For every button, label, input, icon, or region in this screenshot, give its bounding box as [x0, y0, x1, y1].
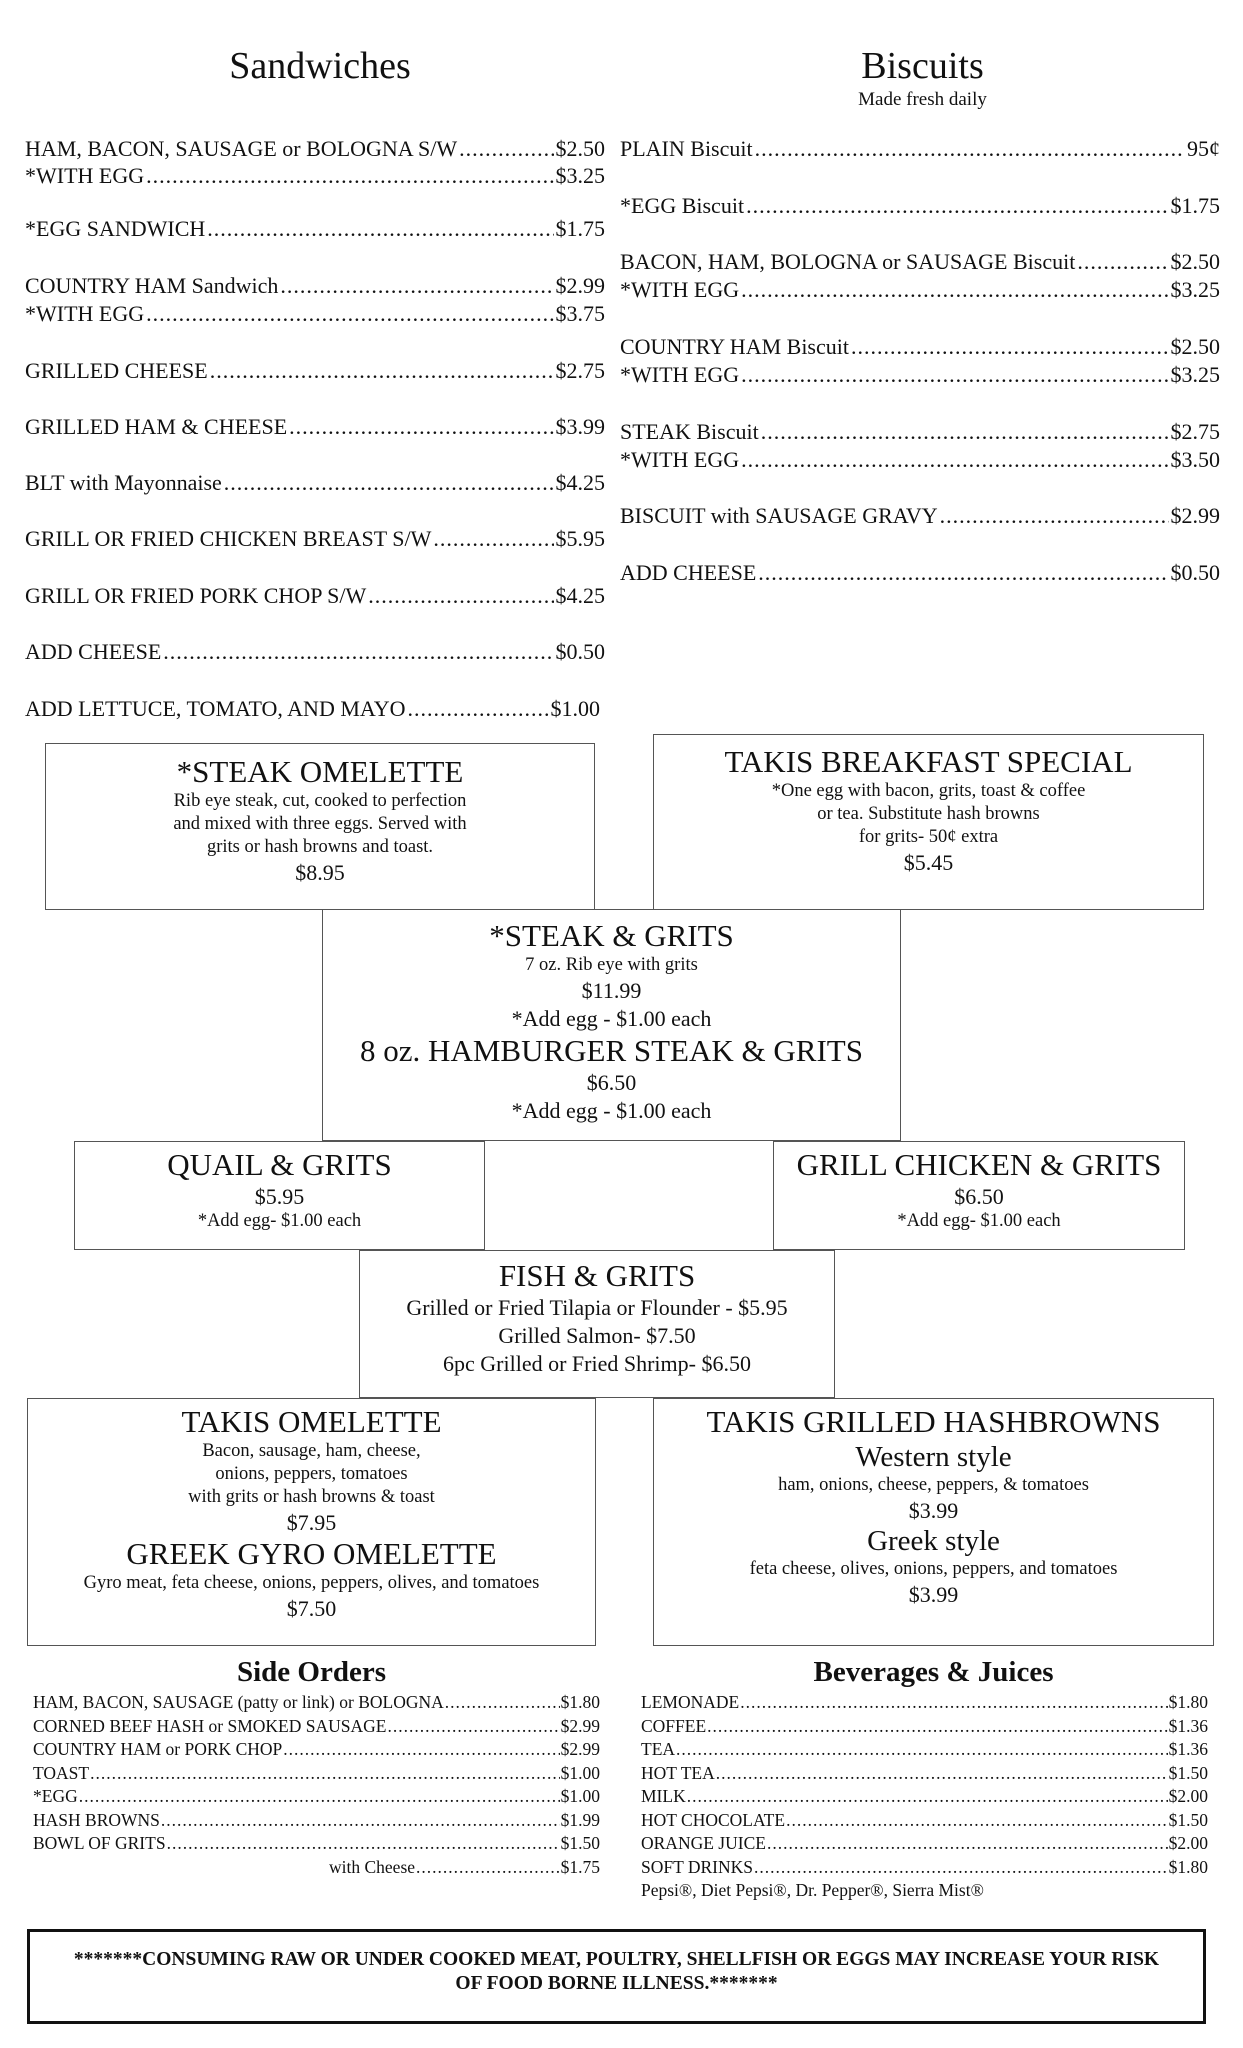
list-item: *WITH EGG ..... $3.25	[25, 163, 605, 189]
sandwiches-title: Sandwiches	[229, 45, 411, 87]
quail-grits-title: QUAIL & GRITS	[167, 1147, 392, 1182]
list-item: BLT with Mayonnaise ..... $4.25	[25, 470, 605, 496]
list-item: CORNED BEEF HASH or SMOKED SAUSAGE ..... $2.99	[33, 1715, 600, 1739]
list-item: BISCUIT with SAUSAGE GRAVY ..... $2.99	[620, 503, 1220, 529]
list-item: ADD CHEESE ..... $0.50	[620, 560, 1220, 586]
list-item: GRILLED CHEESE ..... $2.75	[25, 358, 605, 384]
takis-omelette-price: $7.95	[286, 1510, 337, 1535]
quail-grits-price: $5.95	[254, 1184, 305, 1209]
fish-grits-title: FISH & GRITS	[498, 1258, 696, 1293]
list-item: *EGG ..... $1.00	[33, 1785, 600, 1809]
list-item: TOAST ..... $1.00	[33, 1762, 600, 1786]
list-item: *WITH EGG ..... $3.25	[620, 362, 1220, 388]
list-item: ORANGE JUICE ..... $2.00	[641, 1832, 1208, 1856]
list-item: GRILLED HAM & CHEESE ..... $3.99	[25, 414, 605, 440]
list-item: ADD CHEESE ..... $0.50	[25, 639, 605, 665]
western-price: $3.99	[908, 1498, 959, 1523]
list-item: HASH BROWNS ..... $1.99	[33, 1809, 600, 1833]
breakfast-special-title: TAKIS BREAKFAST SPECIAL	[724, 744, 1133, 779]
list-item: *EGG SANDWICH ..... $1.75	[25, 216, 605, 242]
list-item: MILK ..... $2.00	[641, 1785, 1208, 1809]
chicken-grits-price: $6.50	[954, 1184, 1004, 1209]
hashbrowns-box: TAKIS GRILLED HASHBROWNS Western style ham, onions, cheese, peppers, & tomatoes $3.99 Greek style feta cheese, olives, onions, peppers, and tomatoes $3.99	[653, 1398, 1214, 1646]
list-item: GRILL OR FRIED CHICKEN BREAST S/W ..... $5.95	[25, 526, 605, 552]
chicken-grits-title: GRILL CHICKEN & GRITS	[796, 1147, 1162, 1182]
steak-omelette-title: *STEAK OMELETTE	[176, 754, 464, 789]
list-item: LEMONADE ..... $1.80	[641, 1691, 1208, 1715]
list-item: HAM, BACON, SAUSAGE (patty or link) or BOLOGNA ..... $1.80	[33, 1691, 600, 1715]
steak-grits-price: $11.99	[581, 978, 642, 1003]
fish-grits-box: FISH & GRITS Grilled or Fried Tilapia or Flounder - $5.95 Grilled Salmon- $7.50 6pc Grilled or Fried Shrimp- $6.50	[359, 1250, 835, 1398]
list-item: STEAK Biscuit ..... $2.75	[620, 419, 1220, 445]
list-item: with Cheese ..... $1.75	[329, 1856, 600, 1880]
list-item: TEA ..... $1.36	[641, 1738, 1208, 1762]
soft-drinks-note: Pepsi®, Diet Pepsi®, Dr. Pepper®, Sierra Mist®	[641, 1880, 984, 1900]
food-safety-warning: *******CONSUMING RAW OR UNDER COOKED MEAT, POULTRY, SHELLFISH OR EGGS MAY INCREASE YOUR RISK OF FOOD BORNE ILLNESS.*******	[27, 1929, 1206, 2024]
breakfast-special-box: TAKIS BREAKFAST SPECIAL *One egg with bacon, grits, toast & coffee or tea. Substitute hash browns for grits- 50¢ extra $5.45	[653, 734, 1204, 910]
list-item: *EGG Biscuit ..... $1.75	[620, 193, 1220, 219]
takis-omelette-title: TAKIS OMELETTE	[181, 1404, 442, 1439]
biscuits-title: Biscuits	[861, 45, 984, 87]
breakfast-special-price: $5.45	[903, 850, 954, 875]
list-item: PLAIN Biscuit ..... 95¢	[620, 136, 1220, 162]
gyro-omelette-price: $7.50	[286, 1596, 337, 1621]
steak-grits-title: *STEAK & GRITS	[489, 918, 734, 953]
list-item: HAM, BACON, SAUSAGE or BOLOGNA S/W ..... $2.50	[25, 136, 605, 162]
list-item: COUNTRY HAM Biscuit ..... $2.50	[620, 334, 1220, 360]
list-item: COUNTRY HAM Sandwich ..... $2.99	[25, 273, 605, 299]
steak-omelette-price: $8.95	[295, 860, 345, 885]
takis-omelette-box: TAKIS OMELETTE Bacon, sausage, ham, cheese, onions, peppers, tomatoes with grits or hash browns & toast $7.95 GREEK GYRO OMELETTE Gyro meat, feta cheese, onions, peppers, olives, and tomatoes $7.50	[27, 1398, 596, 1646]
biscuits-subtitle: Made fresh daily	[858, 89, 987, 110]
quail-grits-box: QUAIL & GRITS $5.95 *Add egg- $1.00 each	[74, 1141, 485, 1250]
steak-grits-box: *STEAK & GRITS 7 oz. Rib eye with grits $11.99 *Add egg - $1.00 each 8 oz. HAMBURGER STEAK & GRITS $6.50 *Add egg - $1.00 each	[322, 909, 901, 1141]
beverages-title: Beverages & Juices	[813, 1656, 1054, 1688]
list-item: BOWL OF GRITS ..... $1.50	[33, 1832, 600, 1856]
side-orders-title: Side Orders	[236, 1656, 387, 1688]
list-item: BACON, HAM, BOLOGNA or SAUSAGE Biscuit ..... $2.50	[620, 249, 1220, 275]
hamburger-steak-title: 8 oz. HAMBURGER STEAK & GRITS	[360, 1033, 863, 1068]
list-item: COUNTRY HAM or PORK CHOP ..... $2.99	[33, 1738, 600, 1762]
greek-price: $3.99	[908, 1582, 959, 1607]
list-item: ADD LETTUCE, TOMATO, AND MAYO ..... $1.00	[25, 696, 600, 722]
list-item: COFFEE ..... $1.36	[641, 1715, 1208, 1739]
list-item: *WITH EGG ..... $3.25	[620, 277, 1220, 303]
list-item: *WITH EGG ..... $3.50	[620, 447, 1220, 473]
hamburger-steak-price: $6.50	[586, 1070, 637, 1095]
list-item: *WITH EGG ..... $3.75	[25, 301, 605, 327]
gyro-omelette-title: GREEK GYRO OMELETTE	[126, 1536, 497, 1571]
hashbrowns-title: TAKIS GRILLED HASHBROWNS	[706, 1404, 1161, 1439]
list-item: SOFT DRINKS ..... $1.80	[641, 1856, 1208, 1880]
list-item: HOT TEA ..... $1.50	[641, 1762, 1208, 1786]
list-item: HOT CHOCOLATE ..... $1.50	[641, 1809, 1208, 1833]
chicken-grits-box: GRILL CHICKEN & GRITS $6.50 *Add egg- $1.00 each	[773, 1141, 1185, 1250]
steak-omelette-box: *STEAK OMELETTE Rib eye steak, cut, cooked to perfection and mixed with three eggs. Served with grits or hash browns and toast. $8.95	[45, 743, 595, 910]
list-item: GRILL OR FRIED PORK CHOP S/W ..... $4.25	[25, 583, 605, 609]
